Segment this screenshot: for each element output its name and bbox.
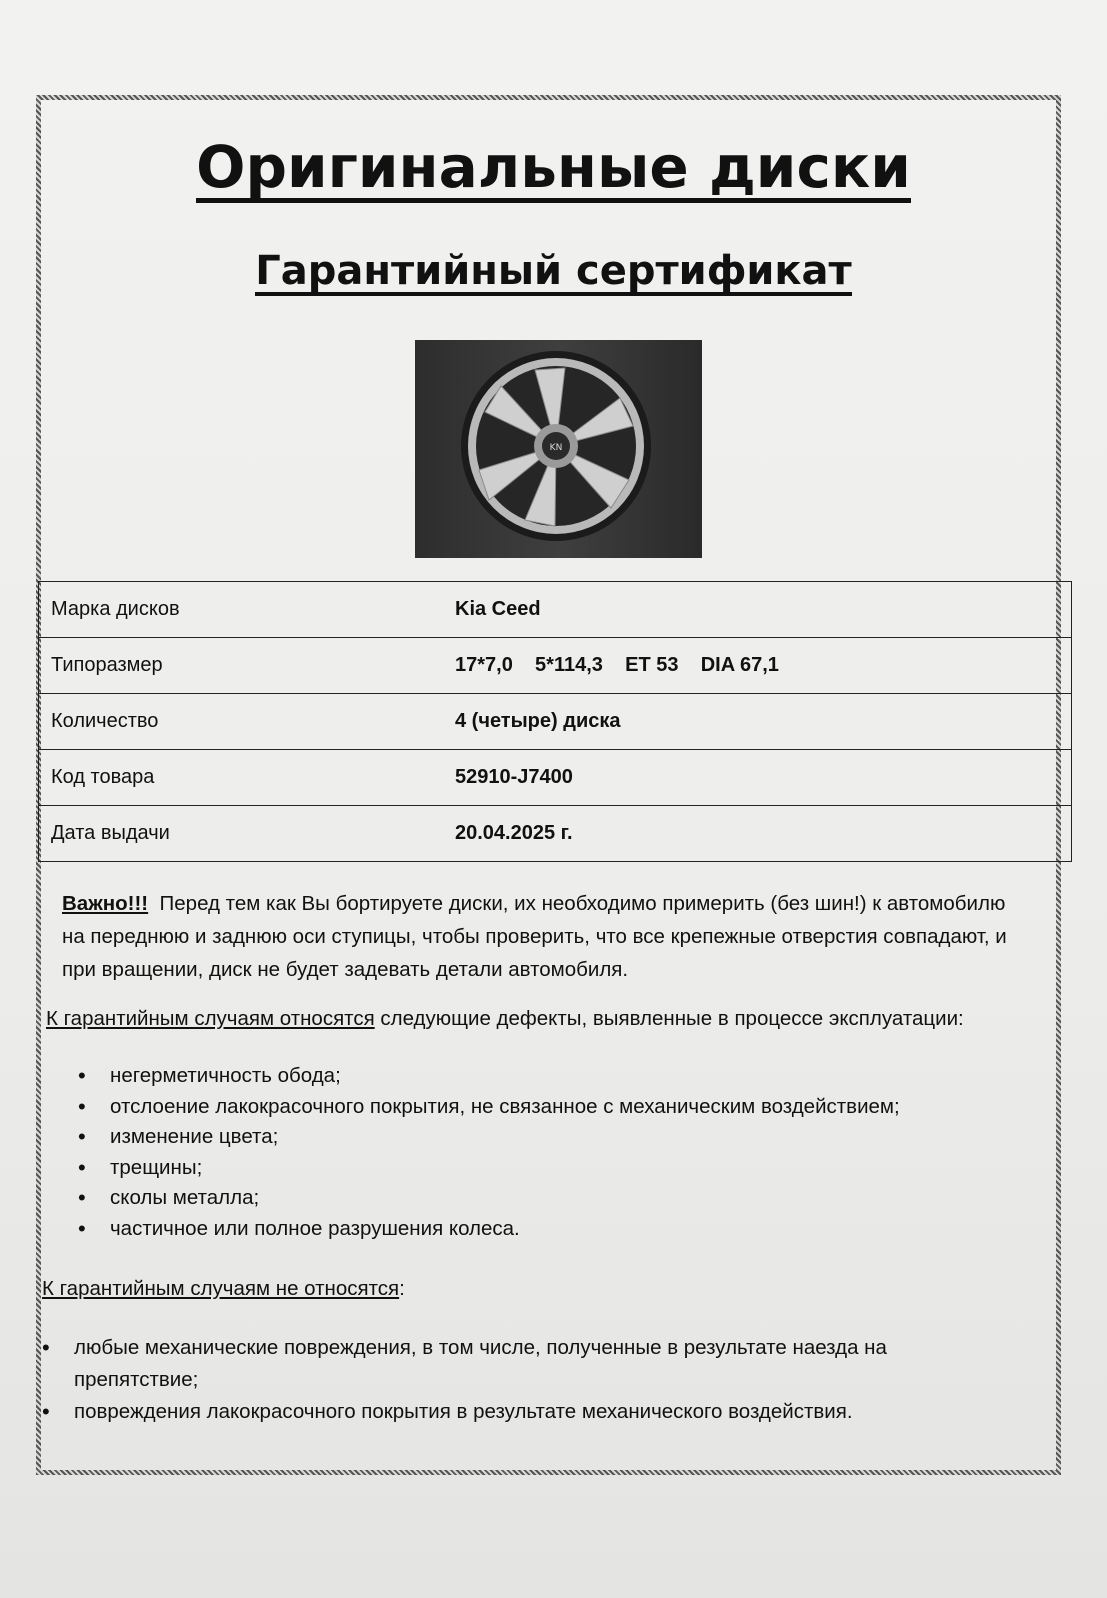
page-subtitle: Гарантийный сертификат [255, 248, 852, 294]
table-row [39, 750, 1072, 806]
covered-heading [46, 1007, 1056, 1031]
covered-list [78, 1061, 900, 1244]
spec-value: 20.04.2025 г. [443, 806, 1072, 862]
list-item: • повреждения лакокрасочного покрытия в результате механического воздействия. [42, 1396, 1002, 1428]
list-item: • частичное или полное разрушения колеса. [78, 1214, 900, 1245]
important-label: Важно!!! [62, 892, 149, 915]
not-covered-list [42, 1332, 1002, 1428]
spec-value: 17*7,0 5*114,3 ET 53 DIA 67,1 [443, 638, 1072, 694]
covered-heading-rest: следующие дефекты, выявленные в процессе эксплуатации: [374, 1007, 964, 1030]
alloy-wheel-photo [415, 340, 702, 558]
spec-label: Код товара [39, 750, 444, 806]
covered-heading-underlined: К гарантийным случаям относятся [46, 1007, 375, 1030]
not-covered-heading [42, 1277, 405, 1301]
spec-value: Kia Ceed [443, 582, 1072, 638]
spec-value: 4 (четыре) диска [443, 694, 1072, 750]
spec-label: Дата выдачи [39, 806, 444, 862]
spec-value: 52910-J7400 [443, 750, 1072, 806]
svg-text:KN: KN [549, 443, 563, 453]
list-item: • трещины; [78, 1153, 900, 1184]
spec-label: Количество [39, 694, 444, 750]
page-title: Оригинальные диски [196, 133, 911, 201]
spec-table [38, 581, 1072, 862]
table-row [39, 638, 1072, 694]
important-note [62, 887, 1022, 986]
table-row [39, 582, 1072, 638]
table-row [39, 694, 1072, 750]
wheel-icon [415, 340, 702, 558]
not-covered-heading-rest: : [399, 1277, 405, 1300]
list-item: • отслоение лакокрасочного покрытия, не связанное с механическим воздействием; [78, 1092, 900, 1123]
list-item: • негерметичность обода; [78, 1061, 900, 1092]
list-item: • сколы металла; [78, 1183, 900, 1214]
spec-label: Марка дисков [39, 582, 444, 638]
spec-label: Типоразмер [39, 638, 444, 694]
list-item: • любые механические повреждения, в том числе, полученные в результате наезда на препятствие; [42, 1332, 1002, 1396]
not-covered-heading-underlined: К гарантийным случаям не относятся [42, 1277, 400, 1300]
important-text: Перед тем как Вы бортируете диски, их необходимо примерить (без шин!) к автомобилю на переднюю и заднюю оси ступицы, чтобы проверить, что все крепежные отверстия совпадают, и при вращении, диск не будет задевать детали автомобиля. [62, 892, 1007, 981]
list-item: • изменение цвета; [78, 1122, 900, 1153]
table-row [39, 806, 1072, 862]
